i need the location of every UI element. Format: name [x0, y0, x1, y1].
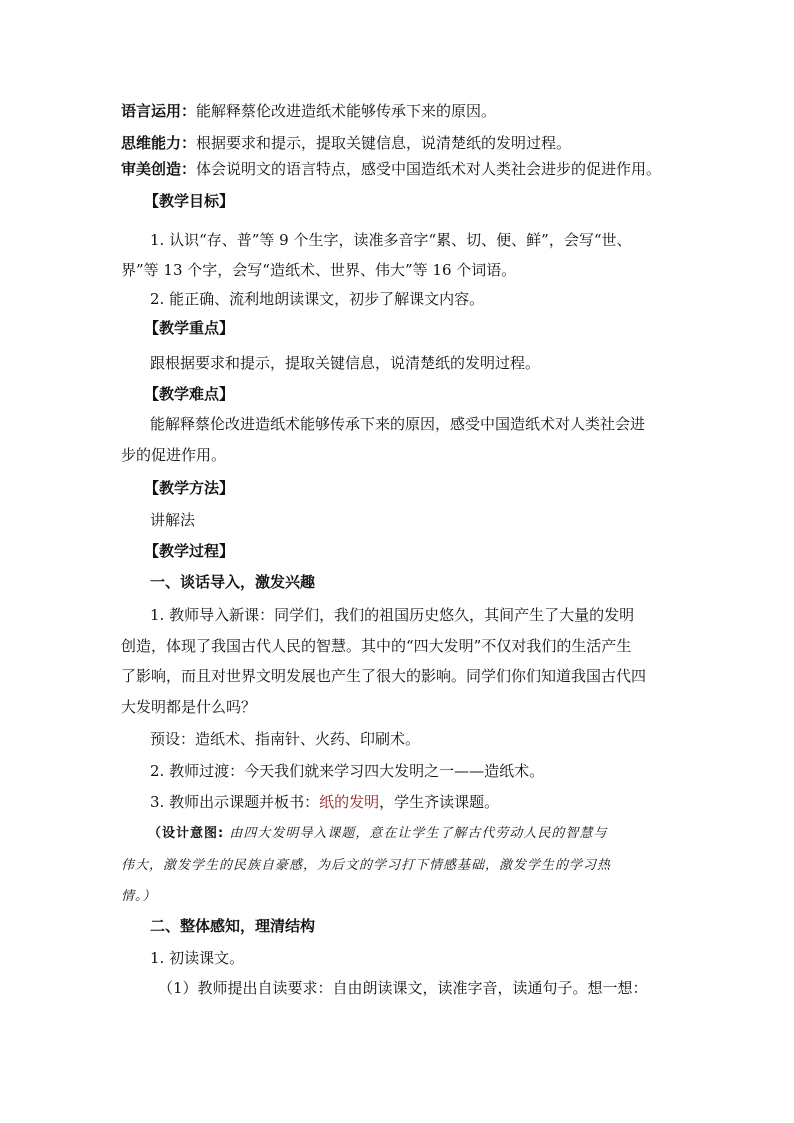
process-p1-line-2: 创造，体现了我国古代人民的智慧。其中的“四大发明”不仅对我们的生活产生 [121, 637, 632, 655]
objective-text: 能解释蔡伦改进造纸术能够传承下来的原因。 [196, 102, 497, 120]
design-note-line-2: 伟大，激发学生的民族自豪感，为后文的学习打下情感基础，激发学生的学习热 [121, 858, 612, 873]
methods-text: 讲解法 [150, 511, 196, 529]
process-p3 [150, 792, 499, 812]
objective-label: 思维能力： [121, 134, 197, 152]
section-2-title: 二、整体感知，理清结构 [150, 917, 316, 935]
key-points-text: 跟根据要求和提示，提取关键信息，说清楚纸的发明过程。 [150, 354, 541, 372]
objective-text: 根据要求和提示，提取关键信息，说清楚纸的发明过程。 [196, 134, 572, 152]
process-p3-post: ，学生齐读课题。 [379, 793, 500, 811]
difficulties-line-2: 步的促进作用。 [121, 446, 227, 464]
objective-text: 体会说明文的语言特点，感受中国造纸术对人类社会进步的促进作用。 [196, 160, 662, 178]
process-p2: 2. 教师过渡：今天我们就来学习四大发明之一——造纸术。 [150, 762, 545, 780]
goal-item-1-line-2: 界”等 13 个字，会写“造纸术、世界、伟大”等 16 个词语。 [121, 261, 517, 279]
objective-thinking [121, 133, 571, 153]
design-note-label: （设计意图: [148, 826, 225, 841]
difficulties-heading: 【教学难点】 [144, 385, 235, 403]
design-note-text: 由四大发明导入课题，意在让学生了解古代劳动人民的智慧与 [229, 826, 608, 841]
goals-heading: 【教学目标】 [144, 192, 235, 210]
key-points-heading: 【教学重点】 [144, 319, 235, 337]
process-p1-line-3: 了影响，而且对世界文明发展也产生了很大的影响。同学们你们知道我国古代四 [121, 667, 647, 685]
process-p3-pre: 3. 教师出示课题并板书： [150, 793, 320, 811]
methods-heading: 【教学方法】 [144, 479, 235, 497]
process-heading: 【教学过程】 [144, 542, 235, 560]
process-p1-line-1: 1. 教师导入新课：同学们，我们的祖国历史悠久，其间产生了大量的发明 [150, 606, 635, 624]
objective-label: 语言运用： [121, 102, 197, 120]
section-2-item-1: 1. 初读课文。 [150, 949, 245, 967]
objective-aesthetic [121, 159, 661, 179]
preset-answer: 预设：造纸术、指南针、火药、印刷术。 [150, 730, 421, 748]
lesson-title: 纸的发明 [319, 793, 380, 811]
goal-item-2: 2. 能正确、流利地朗读课文，初步了解课文内容。 [150, 290, 485, 308]
design-note-line-1 [148, 824, 607, 844]
objective-label: 审美创造： [121, 160, 197, 178]
process-p1-line-4: 大发明都是什么吗？ [121, 698, 257, 716]
section-2-item-1-sub: （1）教师提出自读要求：自由朗读课文，读准字音，读通句子。想一想： [158, 979, 648, 997]
design-note-line-3: 情。） [121, 889, 157, 904]
difficulties-line-1: 能解释蔡伦改进造纸术能够传承下来的原因，感受中国造纸术对人类社会进 [150, 415, 646, 433]
section-1-title: 一、谈话导入，激发兴趣 [150, 573, 316, 591]
objective-language [121, 101, 496, 121]
goal-item-1-line-1: 1. 认识“存、普”等 9 个生字，读准多音字“累、切、便、鲜”，会写“世、 [150, 231, 632, 249]
